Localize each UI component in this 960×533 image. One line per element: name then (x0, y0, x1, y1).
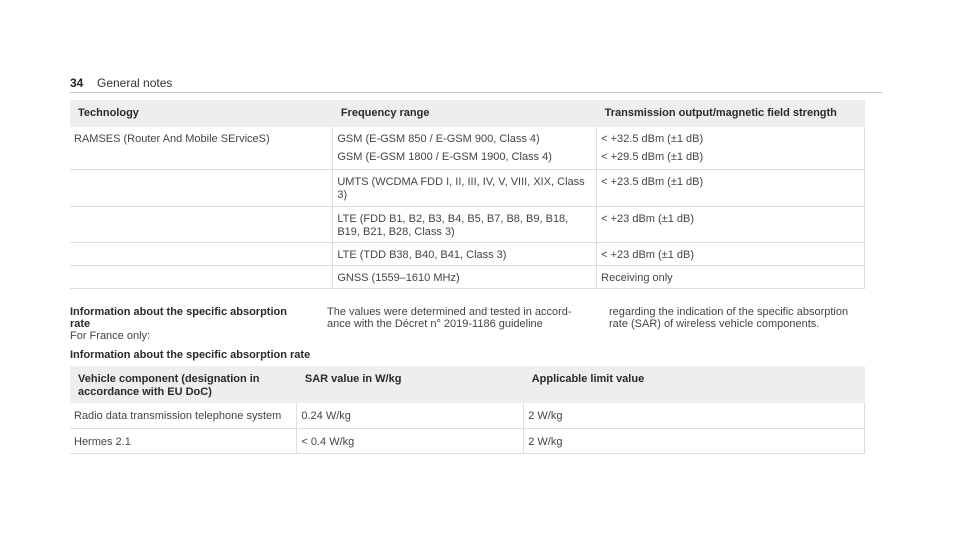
page-number: 34 (70, 76, 84, 90)
column-header-frequency: Frequency range (333, 100, 597, 127)
frequency-cell: LTE (FDD B1, B2, B3, B4, B5, B7, B8, B9, B18, B19, B21, B28, Class 3) (333, 207, 597, 243)
sar-info-column-3 (609, 306, 861, 330)
table-row (70, 127, 865, 170)
limit-cell: 2 W/kg (524, 428, 865, 453)
sar-info-text: regarding the indication of the specific absorption rate (SAR) of wireless vehicle components. (609, 306, 849, 330)
sar-info-note: For France only: (70, 330, 151, 342)
sar-info-text: The values were determined and tested in accord-ance with the Décret n° 2019-1186 guideline (327, 306, 572, 330)
column-header-sar-value: SAR value in W/kg (297, 366, 524, 403)
sar-table (70, 366, 865, 454)
column-header-limit: Applicable limit value (524, 366, 865, 403)
frequency-cell (333, 127, 597, 170)
table-row (70, 266, 865, 289)
technology-table (70, 100, 865, 289)
technology-cell (70, 207, 333, 243)
output-cell (597, 127, 865, 170)
page-title: General notes (97, 76, 173, 90)
table-header-row (70, 100, 865, 127)
output-cell: < +23.5 dBm (±1 dB) (597, 170, 865, 207)
sar-info-column-1 (70, 306, 310, 342)
column-header-technology: Technology (70, 100, 333, 127)
output-line: < +29.5 dBm (±1 dB) (601, 151, 704, 163)
output-cell: < +23 dBm (±1 dB) (597, 207, 865, 243)
table-row (70, 243, 865, 266)
technology-cell (70, 266, 333, 289)
sar-value-cell: 0.24 W/kg (297, 403, 524, 428)
output-cell: Receiving only (597, 266, 865, 289)
output-cell: < +23 dBm (±1 dB) (597, 243, 865, 266)
frequency-cell: GNSS (1559–1610 MHz) (333, 266, 597, 289)
column-header-output: Transmission output/magnetic field strength (597, 100, 865, 127)
column-header-component: Vehicle component (designation in accordance with EU DoC) (70, 366, 297, 403)
component-cell: Hermes 2.1 (70, 428, 297, 453)
frequency-cell: UMTS (WCDMA FDD I, II, III, IV, V, VIII, XIX, Class 3) (333, 170, 597, 207)
frequency-cell: LTE (TDD B38, B40, B41, Class 3) (333, 243, 597, 266)
output-line: < +32.5 dBm (±1 dB) (601, 133, 704, 145)
sar-section-title: Information about the specific absorption rate (70, 349, 311, 361)
technology-cell (70, 243, 333, 266)
limit-cell: 2 W/kg (524, 403, 865, 428)
frequency-line: GSM (E-GSM 1800 / E-GSM 1900, Class 4) (337, 151, 552, 163)
sar-value-cell: < 0.4 W/kg (297, 428, 524, 453)
page-header (70, 74, 882, 93)
table-row (70, 428, 865, 453)
sar-info-heading: Information about the specific absorption rate (70, 306, 287, 330)
table-row (70, 207, 865, 243)
table-header-row (70, 366, 865, 403)
table-row (70, 170, 865, 207)
technology-cell: RAMSES (Router And Mobile SErviceS) (70, 127, 333, 170)
sar-info-column-2 (327, 306, 595, 330)
table-row (70, 403, 865, 428)
technology-cell (70, 170, 333, 207)
frequency-line: GSM (E-GSM 850 / E-GSM 900, Class 4) (337, 133, 540, 145)
component-cell: Radio data transmission telephone system (70, 403, 297, 428)
